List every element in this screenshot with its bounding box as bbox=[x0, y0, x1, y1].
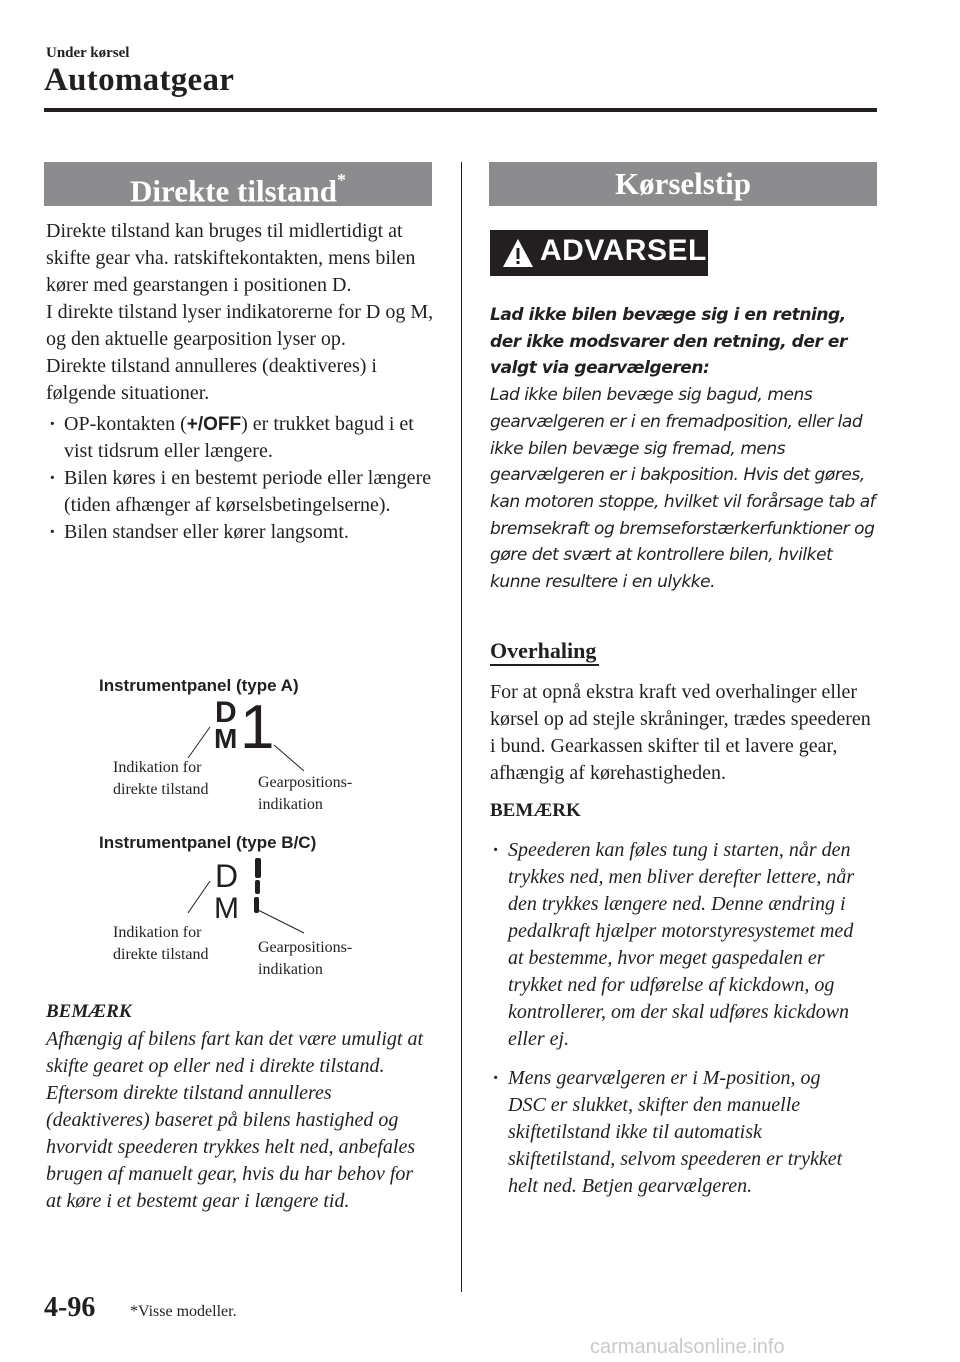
warning-text bbox=[490, 302, 880, 596]
footnote: *Visse modeller. bbox=[130, 1303, 237, 1320]
gear-position-digit: 1 bbox=[240, 695, 275, 762]
power-switch-symbol: +/OFF bbox=[186, 414, 242, 435]
warning-triangle-icon bbox=[501, 237, 535, 269]
list-item: · Bilen køres i en bestemt periode eller længere (tiden afhænger af kørselsbetingelserne). bbox=[46, 465, 442, 519]
warning-heading: Lad ikke bilen bevæge sig i en retning, der ikke modsvarer den retning, der er valgt via gearvælgeren: bbox=[490, 305, 847, 379]
label-gear-position-indicator: Gearpositions- indikation bbox=[258, 774, 353, 813]
m-indicator: M bbox=[214, 723, 238, 754]
warning-badge bbox=[490, 230, 708, 276]
footnote-marker: * bbox=[336, 170, 346, 190]
intro-paragraph: Direkte tilstand kan bruges til midlertidigt at skifte gear vha. ratskiftekontakten, mens bilen kører med gearstangen i positionen D. bbox=[46, 220, 416, 296]
warning-body: Lad ikke bilen bevæge sig bagud, mens gearvælgeren er i en fremadposition, eller lad ikke bilen bevæge sig fremad, mens gearvælgeren er i bakposition. Hvis det gøres, kan motoren stoppe, hvilket vil forårsage tab af bremsekraft og bremseforstærkerfunktioner og gøre det svært at kontrollere bilen, hvilket kunne resultere i en ulykke. bbox=[490, 385, 876, 593]
diagram-b-title: Instrumentpanel (type B/C) bbox=[99, 833, 317, 852]
header-rule bbox=[44, 108, 877, 112]
list-item: · OP-kontakten (+/OFF) er trukket bagud i et vist tidsrum eller længere. bbox=[46, 411, 442, 465]
subheading-underline bbox=[490, 664, 599, 666]
note-text: Afhængig af bilens fart kan det være umuligt at skifte gearet op eller ned i direkte tilstand. Eftersom direkte tilstand annulleres (deaktiveres) baseret på bilens hastighed og hvorvidt speederen trykkes helt ned, anbefales brugen af manuelt gear, hvis du har behov for at køre i et bestemt gear i længere tid. bbox=[46, 1028, 424, 1212]
section-heading-direkte-tilstand bbox=[44, 162, 432, 209]
breadcrumb: Under kørsel bbox=[46, 45, 130, 61]
section-title: Kørselstip bbox=[614, 166, 752, 201]
label-direct-mode-indicator: Indikation for direkte tilstand bbox=[113, 924, 209, 963]
d-indicator: D bbox=[215, 696, 237, 729]
d-indicator: D bbox=[215, 858, 239, 894]
m-indicator: M bbox=[214, 892, 239, 925]
label-gear-position-indicator: Gearpositions- indikation bbox=[258, 939, 353, 978]
subheading-overhaling: Overhaling bbox=[490, 638, 597, 663]
overhaling-paragraph: For at opnå ekstra kraft ved overhalinger eller kørsel op ad stejle skråninger, trædes speederen i bund. Gearkassen skifter til et lavere gear, afhængig af kørehastigheden. bbox=[490, 681, 871, 784]
section-title: Direkte tilstand bbox=[130, 173, 337, 209]
list-item: · Bilen standser eller kører langsomt. bbox=[46, 519, 442, 546]
cancel-conditions-list bbox=[46, 411, 442, 546]
section-heading-korselstip bbox=[489, 162, 877, 206]
note-title: BEMÆRK bbox=[46, 1001, 132, 1022]
warning-label: ADVARSEL bbox=[540, 234, 707, 267]
intro-paragraph: Direkte tilstand annulleres (deaktiveres) i følgende situationer. bbox=[46, 355, 377, 404]
diagram-a-title: Instrumentpanel (type A) bbox=[99, 676, 299, 695]
page-number: 4-96 bbox=[44, 1292, 96, 1323]
column-divider bbox=[461, 162, 462, 1292]
intro-paragraph: I direkte tilstand lyser indikatorerne for D og M, og den aktuelle gearposition lyser op. bbox=[46, 301, 434, 350]
list-item: · Mens gearvælgeren er i M-position, og DSC er slukket, skifter den manuelle skiftetilstand ikke til automatisk skiftetilstand, selvom speederen er trykket helt ned. Betjen gearvælgeren. bbox=[490, 1065, 862, 1200]
note-list bbox=[490, 837, 862, 1200]
note-title: BEMÆRK bbox=[490, 800, 581, 821]
gear-position-segment-display bbox=[254, 858, 261, 913]
list-item: · Speederen kan føles tung i starten, når den trykkes ned, men bliver derefter lettere, når den trykkes længere ned. Denne ændring i pedalkraft hjælper motorstyresystemet med at bestemme, hvor meget gaspedalen er trykket ned for udførelse af kickdown, og kontrollerer, om der skal udføres kickdown eller ej. bbox=[490, 837, 862, 1053]
intro-text bbox=[46, 218, 442, 546]
watermark: carmanualsonline.info bbox=[590, 1336, 785, 1358]
label-direct-mode-indicator: Indikation for direkte tilstand bbox=[113, 759, 209, 798]
chapter-title: Automatgear bbox=[44, 62, 235, 98]
